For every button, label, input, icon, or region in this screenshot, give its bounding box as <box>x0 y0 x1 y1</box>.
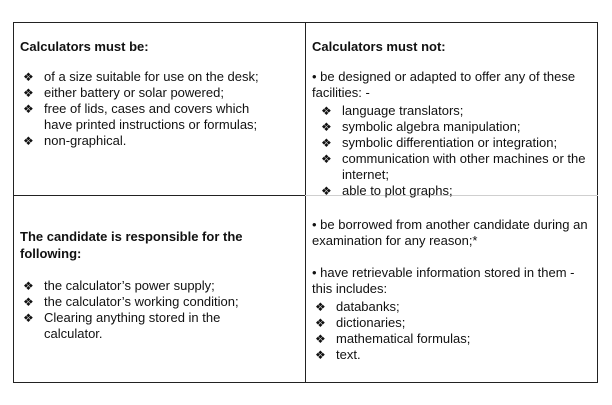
must-not-heading: Calculators must not: <box>312 39 446 54</box>
list-item: ❖ text. <box>315 347 361 362</box>
list-item: ❖ language translators; <box>321 103 464 118</box>
list-item: ❖ Clearing anything stored in the calculator. <box>23 310 221 341</box>
stored-info-list <box>312 299 582 363</box>
diamond-bullet-icon: ❖ <box>23 70 34 84</box>
list-item: ❖ dictionaries; <box>315 315 406 330</box>
facilities-list <box>318 103 588 199</box>
list-item: ❖ symbolic differentiation or integration; <box>321 135 558 150</box>
diamond-bullet-icon: ❖ <box>321 104 332 118</box>
diamond-bullet-icon: ❖ <box>23 102 34 116</box>
responsible-cell <box>20 228 260 342</box>
borrowed-paragraph: • be borrowed from another candidate during an examination for any reason;* <box>312 217 588 248</box>
diamond-bullet-icon: ❖ <box>23 134 34 148</box>
list-item: ❖ databanks; <box>315 299 400 314</box>
must-not-paragraph: • be designed or adapted to offer any of these facilities: - <box>312 69 576 100</box>
must-be-cell <box>20 38 300 149</box>
list-item: ❖ either battery or solar powered; <box>23 85 224 100</box>
diamond-bullet-icon: ❖ <box>23 279 34 293</box>
diamond-bullet-icon: ❖ <box>321 120 332 134</box>
list-item: ❖ the calculator’s working condition; <box>23 294 239 309</box>
must-be-heading: Calculators must be: <box>20 39 149 54</box>
diamond-bullet-icon: ❖ <box>23 311 34 325</box>
diamond-bullet-icon: ❖ <box>315 316 326 330</box>
list-item: ❖ able to plot graphs; <box>321 183 453 198</box>
list-item: ❖ the calculator’s power supply; <box>23 278 215 293</box>
diamond-bullet-icon: ❖ <box>321 136 332 150</box>
row-divider <box>13 195 305 196</box>
diamond-bullet-icon: ❖ <box>315 332 326 346</box>
must-not-cell <box>312 38 594 363</box>
column-divider <box>305 22 306 383</box>
diamond-bullet-icon: ❖ <box>315 348 326 362</box>
retrievable-paragraph: • have retrievable information stored in them - this includes: <box>312 265 575 296</box>
diamond-bullet-icon: ❖ <box>321 184 332 198</box>
diamond-bullet-icon: ❖ <box>23 86 34 100</box>
list-item: ❖ free of lids, cases and covers which have printed instructions or formulas; <box>23 101 258 132</box>
list-item: ❖ non-graphical. <box>23 133 127 148</box>
diamond-bullet-icon: ❖ <box>321 152 332 166</box>
list-item: ❖ symbolic algebra manipulation; <box>321 119 521 134</box>
responsible-list <box>20 278 280 342</box>
diamond-bullet-icon: ❖ <box>23 295 34 309</box>
responsible-heading: The candidate is responsible for the following: <box>20 229 243 261</box>
list-item: ❖ communication with other machines or the internet; <box>321 151 586 182</box>
list-item: ❖ mathematical formulas; <box>315 331 471 346</box>
diamond-bullet-icon: ❖ <box>315 300 326 314</box>
must-be-list <box>20 69 275 149</box>
list-item: ❖ of a size suitable for use on the desk; <box>23 69 259 84</box>
